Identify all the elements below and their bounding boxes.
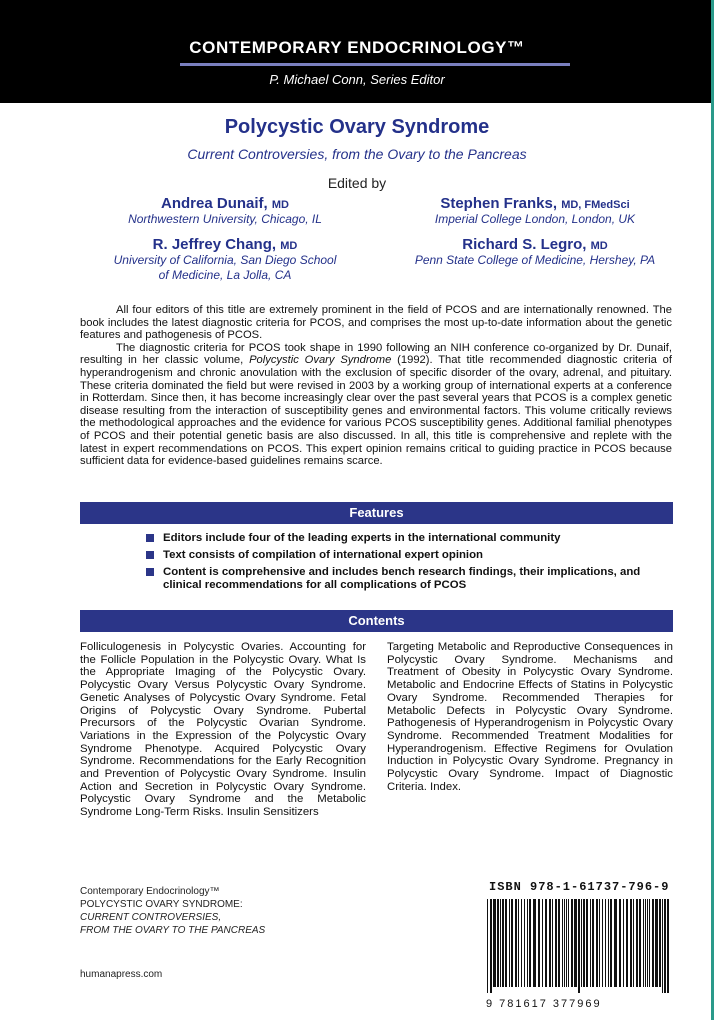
editor-affiliation: Penn State College of Medicine, Hershey, PA [414, 253, 656, 267]
square-bullet-icon [146, 551, 154, 559]
editor-name: Andrea Dunaif, [161, 195, 268, 212]
cited-title: Polycystic Ovary Syndrome [249, 354, 392, 367]
editor-credentials: MD [271, 199, 289, 211]
edited-by-label: Edited by [327, 175, 387, 191]
editor-affiliation: Imperial College London, London, UK [434, 212, 636, 226]
series-title: CONTEMPORARY ENDOCRINOLOGY™ [189, 38, 525, 57]
editor-credentials: MD, FMedSci [561, 199, 630, 211]
square-bullet-icon [146, 534, 154, 542]
editor-block [95, 236, 355, 283]
barcode-number: 9 781617 377969 [486, 998, 602, 1010]
editor-credentials: MD [590, 240, 608, 252]
series-editor: P. Michael Conn, Series Editor [269, 72, 445, 87]
list-item: Editors include four of the leading experts in the international community [146, 532, 666, 545]
barcode [483, 899, 673, 993]
editor-name: Stephen Franks, [440, 195, 558, 212]
book-title: Polycystic Ovary Syndrome [224, 116, 490, 138]
description [80, 304, 672, 468]
footer-subtitle: CURRENT CONTROVERSIES, [80, 912, 222, 923]
editor-affiliation: Northwestern University, Chicago, IL [128, 212, 322, 226]
editor-block [100, 195, 350, 227]
footer-title: POLYCYSTIC OVARY SYNDROME: [80, 899, 243, 910]
editor-affiliation: University of California, San Diego School [113, 253, 337, 267]
book-subtitle: Current Controversies, from the Ovary to the Pancreas [187, 146, 527, 162]
list-item: Content is comprehensive and includes bench research findings, their implications, and clinical recommendations for all complications of PCOS [146, 566, 666, 592]
footer-subtitle: FROM THE OVARY TO THE PANCREAS [80, 925, 266, 936]
square-bullet-icon [146, 568, 154, 576]
series-footer [80, 885, 265, 937]
editor-block [385, 236, 685, 268]
contents-column-left: Folliculogenesis in Polycystic Ovaries. Accounting for the Follicle Population in the Polycystic Ovary. What Is the Appropriate Imaging of the Polycystic Ovary. Polycystic Ovary Versus Polycystic Ovary Syndrome. Genetic Analyses of Polycystic Ovary Syndrome. Fetal Origins of Polycystic Ovary Syndrome. Pubertal Precursors of the Polycystic Ovarian Syndrome. Variations in the Expression of the Polycystic Ovary Syndrome Phenotype. Acquired Polycystic Ovary Syndrome. Recommendations for the Early Recognition and Prevention of Polycystic Ovary Syndrome. Insulin Action and Secretion in Polycystic Ovary Syndrome. Polycystic Ovary Syndrome and the Metabolic Syndrome Long-Term Risks. Insulin Sensitizers [80, 641, 366, 819]
list-item: Text consists of compilation of international expert opinion [146, 549, 666, 562]
description-paragraph: The diagnostic criteria for PCOS took shape in 1990 following an NIH conference co-organized by Dr. Dunaif, resulting in her classic volume, Polycystic Ovary Syndrome (1992). That title recommended diagnostic criteria of hyperandrogenism and chronic anovulation with the exclusion of specific disorder of the ovary, adrenal, and pituitary. These criteria dominated the field but were revised in 2003 by a working group of international experts at a conference in Rotterdam. Since then, it has become increasingly clear over the past several years that PCOS is a complex genetic disease resulting from the interaction of susceptibility genes and environmental factors. This volume critically reviews the methodological approaches and the evidence for various PCOS susceptibility genes. Additional familial phenotypes of PCOS and their potential genetic basis are also discussed. In all, this title is comprehensive and replete with the latest in expert recommendations on PCOS. This expert opinion remains critical to guiding practice in PCOS because sufficient data for evidence-based guidelines remains scarce. [80, 341, 672, 468]
description-paragraph: All four editors of this title are extremely prominent in the field of PCOS and are internationally renowned. The book includes the latest diagnostic criteria for PCOS, and comprises the most up-to-date information about the genetic features and pathogenesis of PCOS. [80, 304, 672, 342]
editor-block [385, 195, 685, 227]
contents-column-right: Targeting Metabolic and Reproductive Consequences in Polycystic Ovary Syndrome. Mechanisms and Treatment of Obesity in Polycystic Ovary Syndrome. Metabolic and Endocrine Effects of Statins in Polycystic Ovary Syndrome. Recommended Therapies for Metabolic Defects in Polycystic Ovary Syndrome. Pathogenesis of Hyperandrogenism in Polycystic Ovary Syndrome. Recommended Treatment Modalities for Hyperandrogenism. Effective Regimens for Ovulation Induction in Polycystic Ovary Syndrome. Pregnancy in Polycystic Ovary Syndrome. Impact of Diagnostic Criteria. Index. [387, 641, 673, 793]
header-divider [180, 63, 570, 66]
contents-heading: Contents [80, 610, 673, 632]
editor-name: R. Jeffrey Chang, [152, 236, 277, 253]
footer-series: Contemporary Endocrinology™ [80, 886, 220, 897]
features-list [146, 532, 666, 596]
series-header [0, 0, 714, 103]
editor-name: Richard S. Legro, [462, 236, 587, 253]
editor-credentials: MD [280, 240, 298, 252]
features-heading: Features [80, 502, 673, 524]
publisher-website: humanapress.com [80, 969, 163, 980]
isbn-label: ISBN 978-1-61737-796-9 [489, 880, 670, 894]
editor-affiliation: of Medicine, La Jolla, CA [158, 268, 292, 282]
